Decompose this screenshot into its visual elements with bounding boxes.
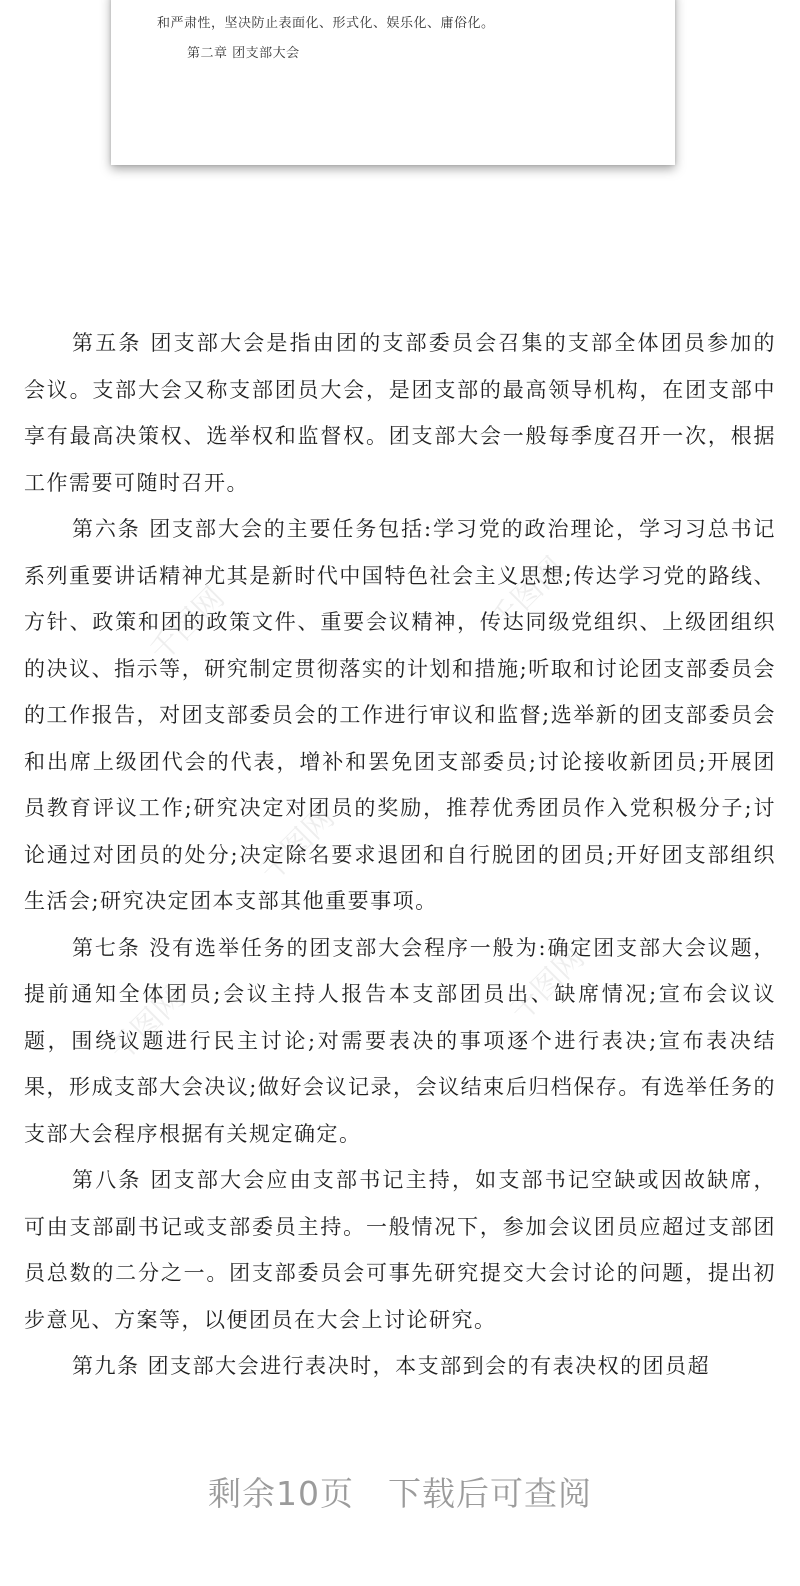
article-5-paragraph: 第五条 团支部大会是指由团的支部委员会召集的支部全体团员参加的会议。支部大会又称支部团员大会，是团支部的最高领导机构，在团支部中享有最高决策权、选举权和监督权。团支部大会一般每季度召开一次，根据工作需要可随时召开。 xyxy=(24,331,776,495)
download-prompt-label: 下载后可查阅 xyxy=(388,1474,592,1513)
preview-text-line: 和严肃性，坚决防止表面化、形式化、娱乐化、庸俗化。 xyxy=(157,16,495,31)
watermark: 千图网 xyxy=(253,800,342,889)
watermark: 千图网 xyxy=(503,940,592,1029)
article-8-paragraph: 第八条 团支部大会应由支部书记主持，如支部书记空缺或因故缺席，可由支部副书记或支部委员主持。一般情况下，参加会议团员应超过支部团员总数的二分之一。团支部委员会可事先研究提交大会讨论的问题，提出初步意见、方案等，以便团员在大会上讨论研究。 xyxy=(24,1168,776,1332)
download-to-view-prompt[interactable] xyxy=(0,1468,800,1515)
article-7-paragraph: 第七条 没有选举任务的团支部大会程序一般为:确定团支部大会议题，提前通知全体团员;会议主持人报告本支部团员出、缺席情况;宣布会议议题，围绕议题进行民主讨论;对需要表决的事项逐个进行表决;宣布表决结果，形成支部大会决议;做好会议记录，会议结束后归档保存。有选举任务的支部大会程序根据有关规定确定。 xyxy=(24,935,776,1146)
watermark: 千图网 xyxy=(143,580,232,669)
watermark: 千图网 xyxy=(103,980,192,1069)
watermark: 千图网 xyxy=(483,550,572,639)
preview-chapter-heading: 第二章 团支部大会 xyxy=(187,46,300,61)
remaining-pages-label: 剩余10页 xyxy=(208,1474,354,1513)
article-6-paragraph: 第六条 团支部大会的主要任务包括:学习党的政治理论，学习习总书记系列重要讲话精神尤其是新时代中国特色社会主义思想;传达学习党的路线、方针、政策和团的政策文件、重要会议精神，传达同级党组织、上级团组织的决议、指示等，研究制定贯彻落实的计划和措施;听取和讨论团支部委员会的工作报告，对团支部委员会的工作进行审议和监督;选举新的团支部委员会和出席上级团代会的代表，增补和罢免团支部委员;讨论接收新团员;开展团员教育评议工作;研究决定对团员的奖励，推荐优秀团员作入党积极分子;讨论通过对团员的处分;决定除名要求退团和自行脱团的团员;开好团支部组织生活会;研究决定团本支部其他重要事项。 xyxy=(24,517,776,913)
document-body xyxy=(24,320,776,1390)
article-9-paragraph: 第九条 团支部大会进行表决时，本支部到会的有表决权的团员超 xyxy=(72,1354,711,1378)
previous-page-preview xyxy=(111,0,675,165)
